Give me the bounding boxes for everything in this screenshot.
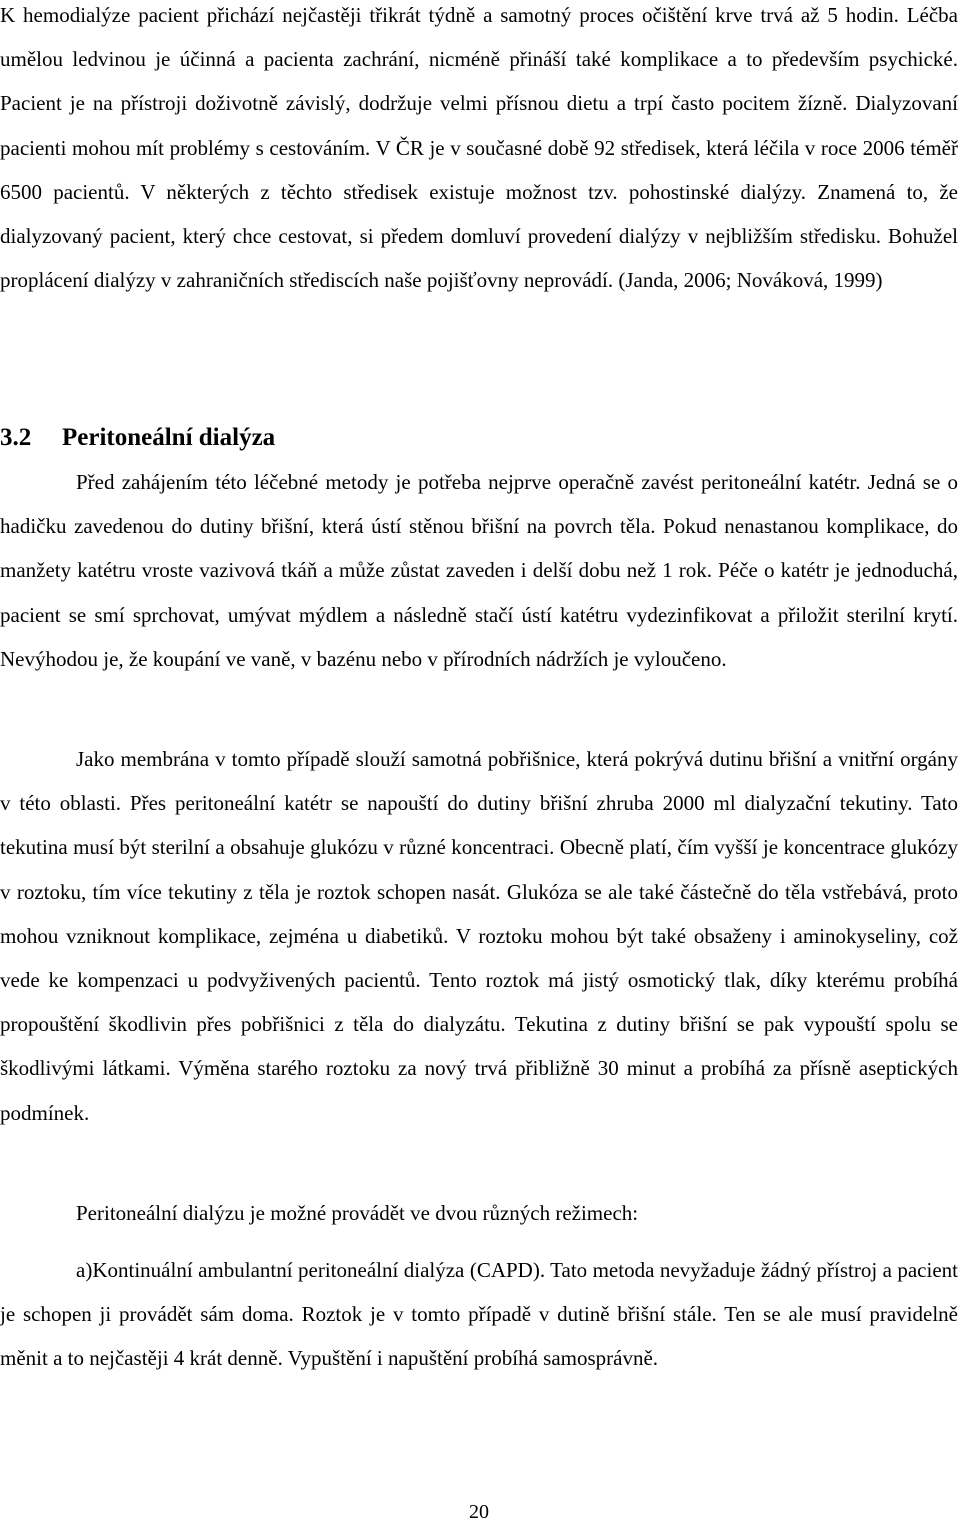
section-title: Peritoneální dialýza <box>62 424 276 451</box>
list-marker: a) <box>76 1258 93 1282</box>
list-item-text: Kontinuální ambulantní peritoneální dialýza (CAPD). Tato metoda nevyžaduje žádný přístroj a pacient je schopen ji provádět sám doma. Roztok je v tomto případě v dutině břišní stále. Ten se ale musí pravidelně měnit a to nejčastěji 4 krát denně. Vypuštění i napuštění probíhá samosprávně. <box>0 1258 958 1371</box>
section-number: 3.2 <box>0 424 32 451</box>
paragraph-hemodialysis: K hemodialýze pacient přichází nejčastěji třikrát týdně a samotný proces očištění krve trvá až 5 hodin. Léčba umělou ledvinou je účinná a pacienta zachrání, nicméně přináší také komplikace a to především psychické. Pacient je na přístroji doživotně závislý, dodržuje velmi přísnou dietu a trpí často pocitem žízně. Dialyzovaní pacienti mohou mít problémy s cestováním. V ČR je v současné době 92 středisek, která léčila v roce 2006 téměř 6500 pacientů. V některých z těchto středisek existuje možnost tzv. pohostinské dialýzy. Znamená to, že dialyzovaný pacient, který chce cestovat, si předem domluví provedení dialýzy v nejbližším středisku. Bohužel proplácení dialýzy v zahraničních střediscích naše pojišťovny neprovádí. (Janda, 2006; Nováková, 1999) <box>0 3 958 293</box>
list-item-a <box>0 1248 958 1381</box>
page-number: 20 <box>469 1501 489 1523</box>
paragraph-membrane: Jako membrána v tomto případě slouží samotná pobřišnice, která pokrývá dutinu břišní a vnitřní orgány v této oblasti. Přes peritoneální katétr se napouští do dutiny břišní zhruba 2000 ml dialyzační tekutiny. Tato tekutina musí být sterilní a obsahuje glukózu v různé koncentraci. Obecně platí, čím vyšší je koncentrace glukózy v roztoku, tím více tekutiny z těla je roztok schopen nasát. Glukóza se ale také částečně do těla vstřebává, proto mohou vzniknout komplikace, zejména u diabetiků. V roztoku mohou být také obsaženy i aminokyseliny, což vede ke kompenzaci u podvyživených pacientů. Tento roztok má jistý osmotický tlak, díky kterému probíhá propouštění škodlivin přes pobřišnici z těla do dialyzátu. Tekutina z dutiny břišní se pak vypouští spolu se škodlivými látkami. Výměna starého roztoku za nový trvá přibližně 30 minut a probíhá za přísně aseptických podmínek. <box>0 747 958 1125</box>
paragraph-modes-intro: Peritoneální dialýzu je možné provádět ve dvou různých režimech: <box>76 1201 639 1225</box>
section-heading <box>0 416 275 460</box>
paragraph-catheter: Před zahájením této léčebné metody je potřeba nejprve operačně zavést peritoneální katétr. Jedná se o hadičku zavedenou do dutiny břišní, která ústí stěnou břišní na povrch těla. Pokud nenastanou komplikace, do manžety katétru vroste vazivová tkáň a může zůstat zaveden i delší dobu než 1 rok. Péče o katétr je jednoduchá, pacient se smí sprchovat, umývat mýdlem a následně stačí ústí katétru vydezinfikovat a přiložit sterilní krytí. Nevýhodou je, že koupání ve vaně, v bazénu nebo v přírodních nádržích je vyloučeno. <box>0 470 958 671</box>
